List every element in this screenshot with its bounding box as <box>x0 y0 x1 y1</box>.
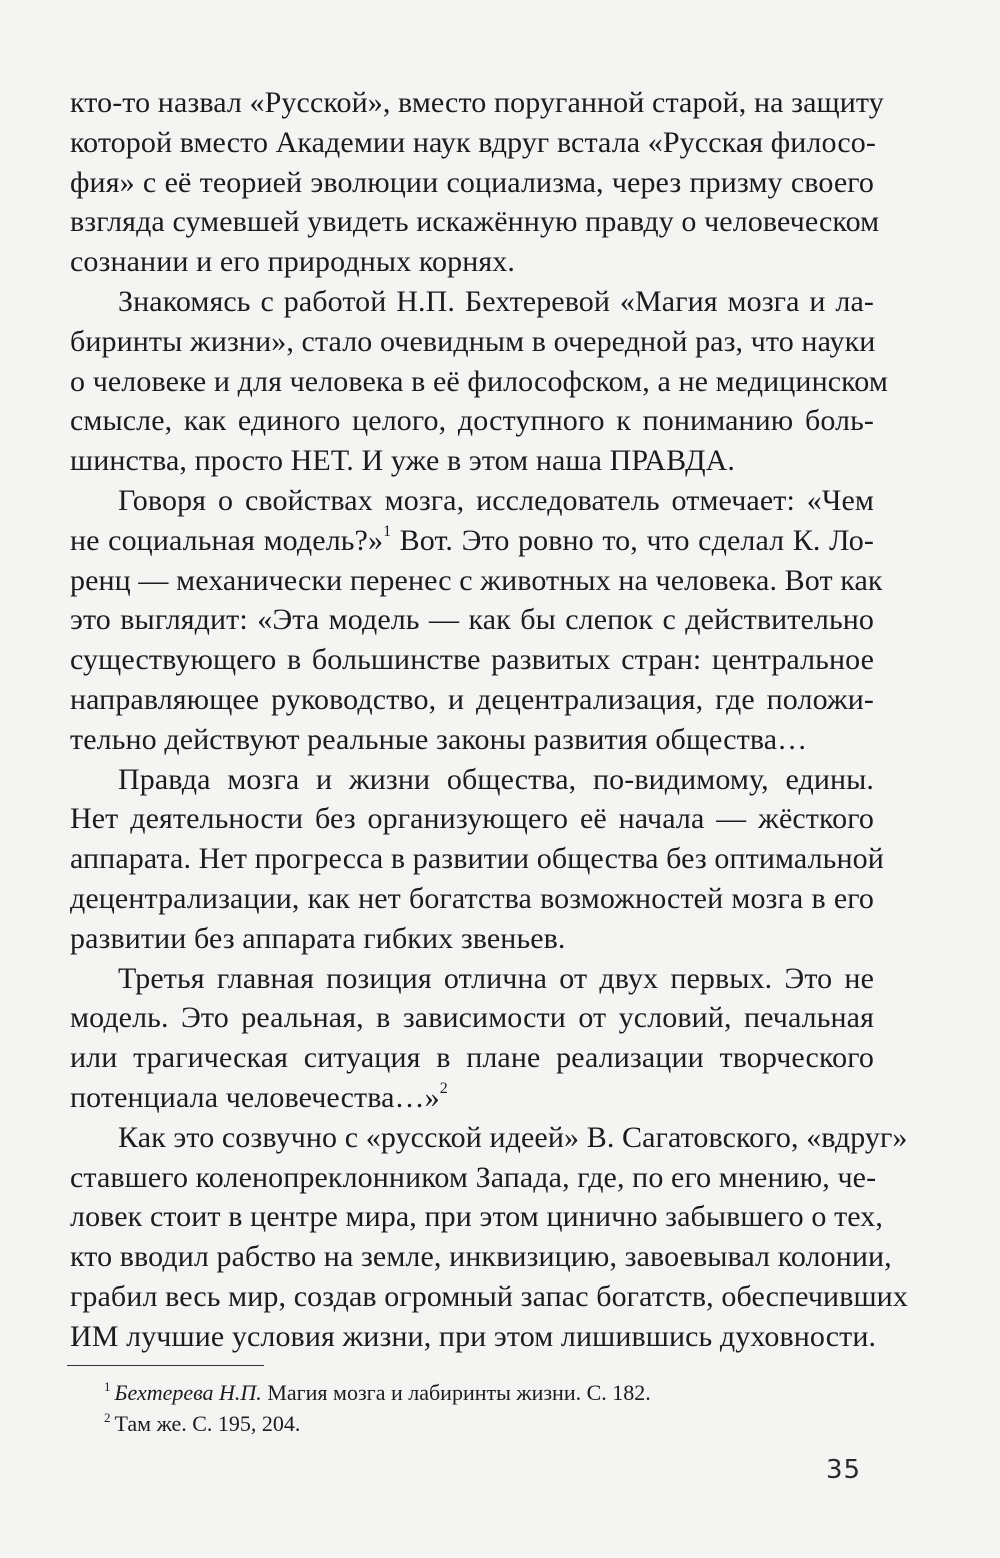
text-line: ловек стоит в центре мира, при этом цинично забывшего о тех, <box>70 1200 884 1234</box>
text-line: Знакомясь с работой Н.П. Бехтеревой «Магия мозга и ла- <box>118 284 874 318</box>
text-line: тельно действуют реальные законы развития общества… <box>70 722 808 756</box>
footnote-marker: 1 <box>104 1379 111 1394</box>
text-line: сознании и его природных корнях. <box>70 245 515 279</box>
text-line: Правда мозга и жизни общества, по-видимому, едины. <box>118 762 874 796</box>
text-line: Как это созвучно с «русской идеей» В. Сагатовского, «вдруг» <box>118 1120 908 1154</box>
text-line: направляющее руководство, и децентрализация, где положи- <box>70 682 874 716</box>
text-line: кто-то назвал «Русской», вместо поруганной старой, на защиту <box>70 86 884 119</box>
footnote-reference: 2 <box>439 1079 448 1097</box>
footnote-marker: 2 <box>104 1410 111 1425</box>
page-number: 35 <box>826 1455 862 1485</box>
paragraph <box>70 959 874 1118</box>
text-line: ставшего коленопреклонником Запада, где, по его мнению, че- <box>70 1160 877 1194</box>
paragraph <box>70 83 884 282</box>
text-line: потенциала человечества…»$^2$ <box>70 1079 448 1114</box>
text-line: грабил весь мир, создав огромный запас богатств, обеспечивших <box>70 1279 908 1313</box>
text-line: не социальная модель?»$^1$ Вот. Это ровно то, что сделал К. Ло- <box>70 522 874 557</box>
text-line: смысле, как единого целого, доступного к пониманию боль- <box>70 404 874 438</box>
text-line: Нет деятельности без организующего её начала — жёсткого <box>70 802 874 836</box>
text-line: о человеке и для человека в её философском, а не медицинском <box>70 364 888 398</box>
footnote-text: Там же. С. 195, 204. <box>114 1411 301 1436</box>
text-line: Говоря о свойствах мозга, исследователь отмечает: «Чем <box>118 483 874 517</box>
text-line: аппарата. Нет прогресса в развитии общества без оптимальной <box>70 842 884 876</box>
paragraph <box>70 481 883 760</box>
footnote-1 <box>104 1377 864 1408</box>
text-line: децентрализации, как нет богатства возможностей мозга в его <box>70 881 874 915</box>
paragraph <box>70 760 884 959</box>
text-line: модель. Это реальная, в зависимости от условий, печальная <box>70 1001 874 1035</box>
text-line: фия» с её теорией эволюции социализма, через призму своего <box>70 165 874 199</box>
text-line: ренц — механически перенес с животных на человека. Вот как <box>70 563 883 597</box>
body-text <box>70 83 908 1357</box>
text-line: кто вводил рабство на земле, инквизицию, завоевывал колонии, <box>70 1240 892 1274</box>
paragraph <box>70 1118 908 1357</box>
text-line: существующего в большинстве развитых стран: центральное <box>70 643 874 677</box>
footnote-reference: 1 <box>383 522 392 540</box>
text-line: шинства, просто НЕТ. И уже в этом наша ПРАВДА. <box>70 444 736 478</box>
footnote-text: Магия мозга и лабиринты жизни. С. 182. <box>261 1380 651 1405</box>
text-line: которой вместо Академии наук вдруг встала «Русская филосо- <box>70 125 876 159</box>
text-line: развитии без аппарата гибких звеньев. <box>70 921 566 955</box>
paragraph <box>70 282 888 481</box>
text-line: или трагическая ситуация в плане реализации творческого <box>70 1041 874 1075</box>
footnote-separator <box>67 1365 264 1366</box>
footnotes <box>104 1377 864 1439</box>
text-line: это выглядит: «Эта модель — как бы слепок с действительно <box>70 603 874 637</box>
text-line: Третья главная позиция отлична от двух первых. Это не <box>118 961 874 995</box>
text-line: ИМ лучшие условия жизни, при этом лишившись духовности. <box>70 1319 877 1353</box>
text-line: взгляда сумевшей увидеть искажённую правду о человеческом <box>70 205 880 239</box>
footnote-2 <box>104 1408 864 1439</box>
footnote-author: Бехтерева Н.П. <box>114 1380 262 1405</box>
text-line: биринты жизни», стало очевидным в очередной раз, что науки <box>70 324 876 358</box>
